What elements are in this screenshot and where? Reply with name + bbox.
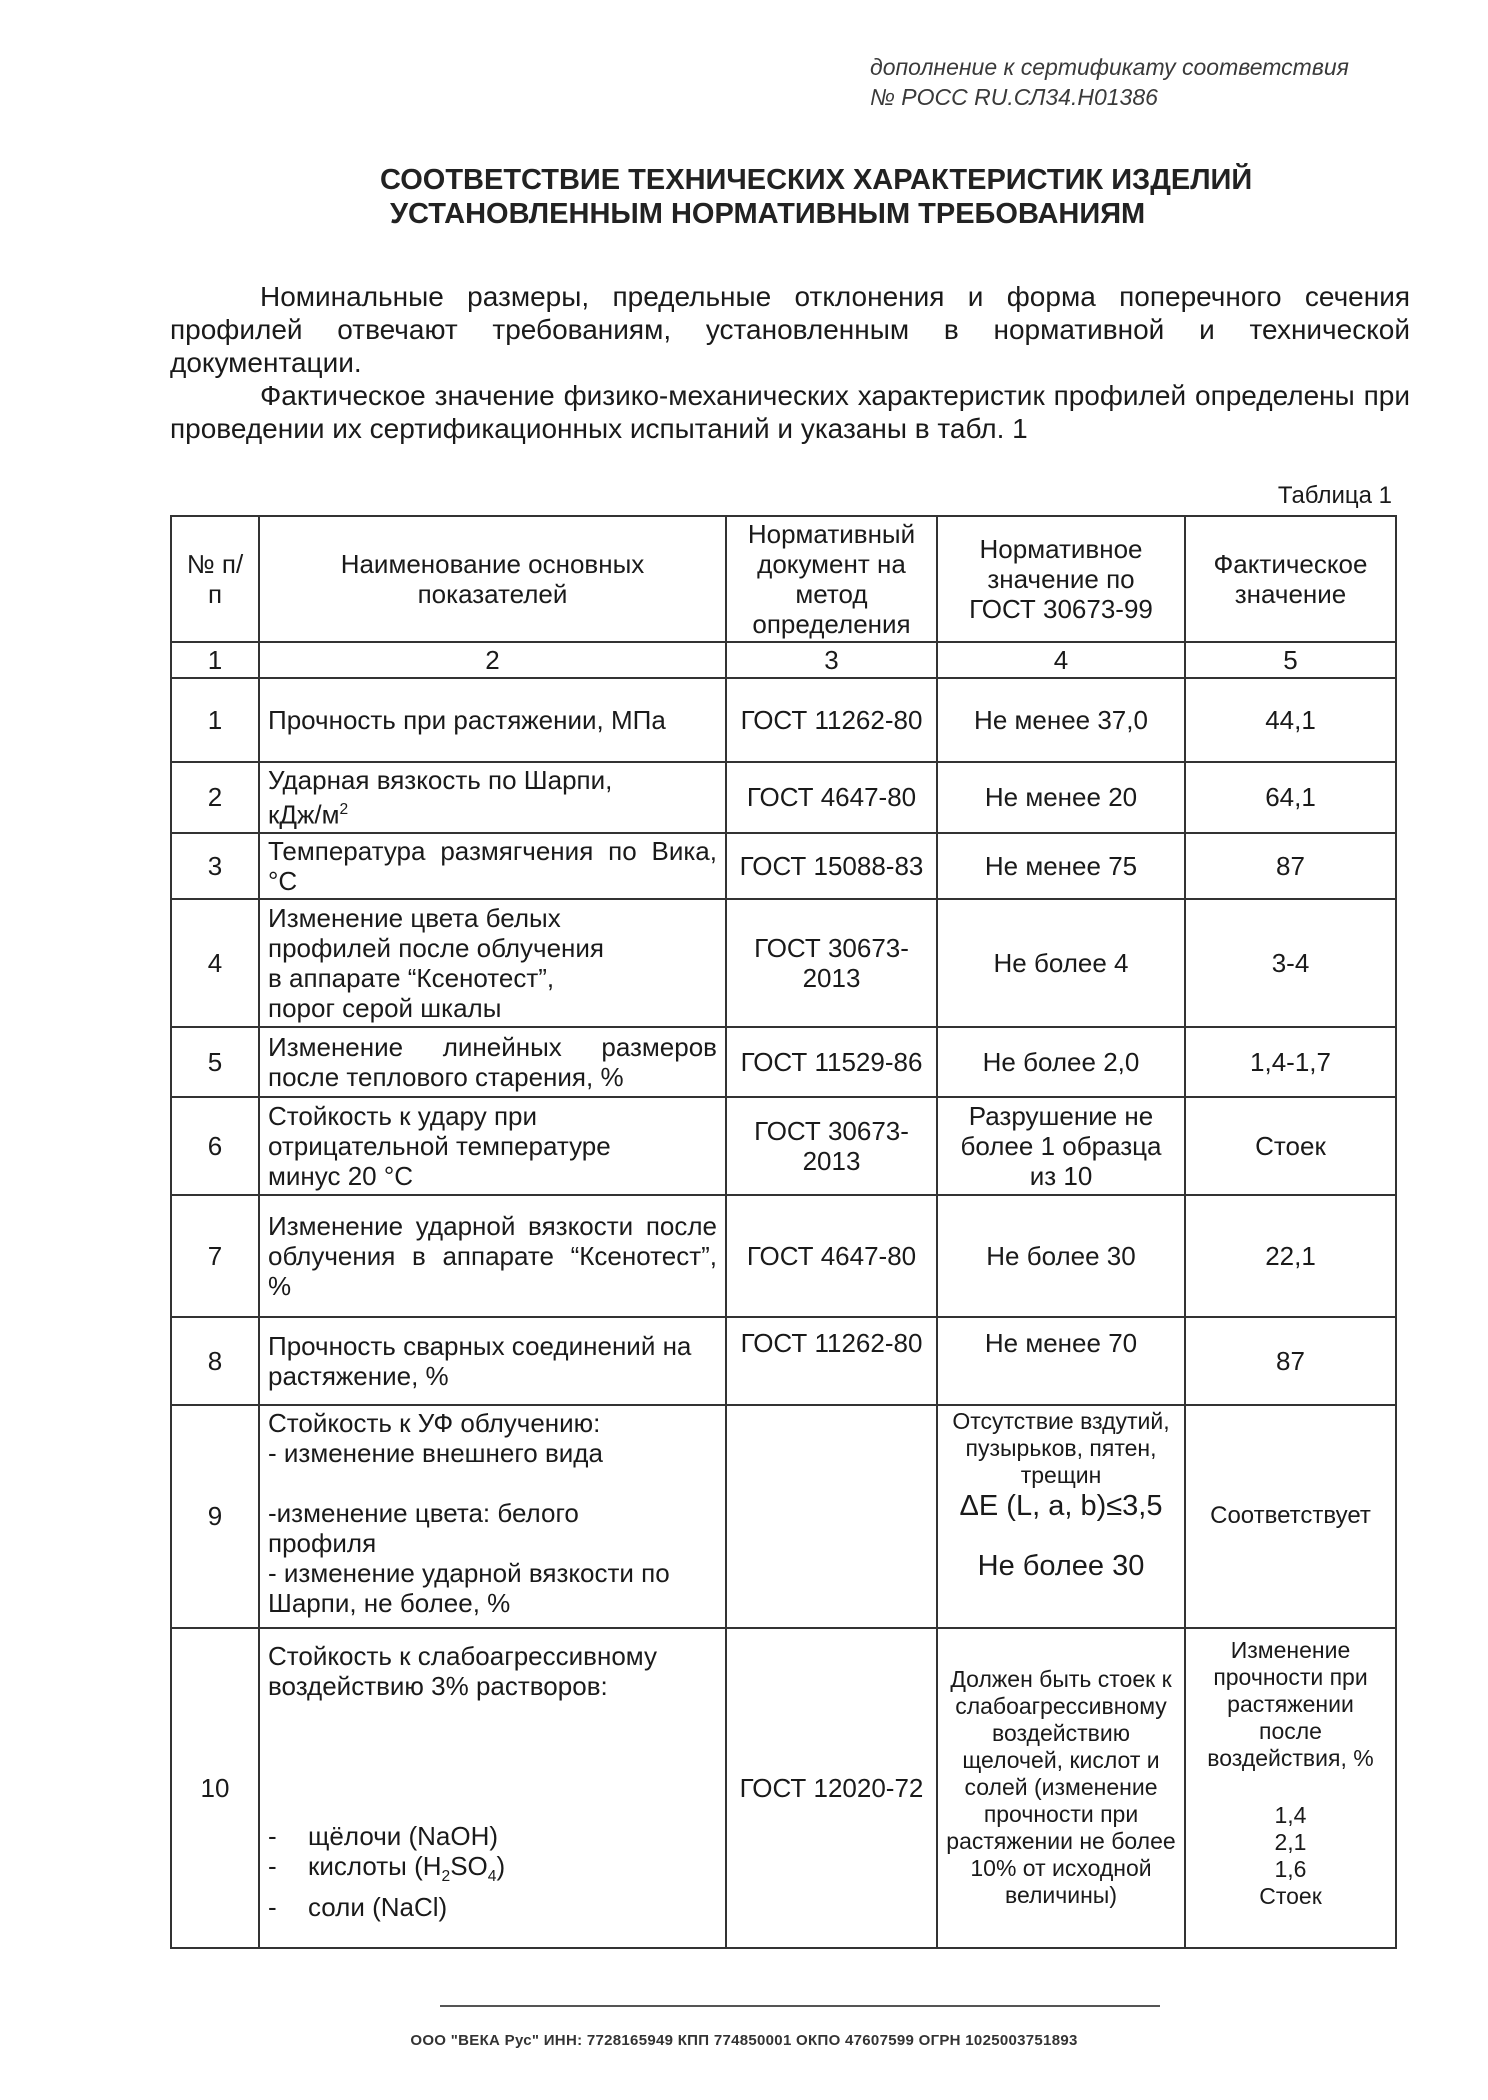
normative-value: Разрушение не более 1 образца из 10: [937, 1097, 1185, 1195]
normative-value: Должен быть стоек к слабоагрессивному воздействию щелочей, кислот и солей (изменение прочности при растяжении не более 10% от исходной величины): [937, 1628, 1185, 1948]
solution-item: - кислоты $(H_2SO_4)$: [268, 1850, 506, 1885]
method-document: ГОСТ 4647-80: [726, 762, 937, 833]
normative-value: Не менее 70: [937, 1317, 1185, 1405]
normative-value: Не более 4: [937, 899, 1185, 1027]
certificate-reference-line1: дополнение к сертификату соответствия: [870, 54, 1349, 80]
actual-value-item: 1,6: [1274, 1855, 1307, 1882]
page-title-line1: СООТВЕТСТВИЕ ТЕХНИЧЕСКИХ ХАРАКТЕРИСТИК ИЗДЕЛИЙ: [380, 164, 1253, 196]
table-row: [171, 1097, 1396, 1195]
normative-value-line: Не более 30: [977, 1549, 1145, 1582]
normative-value: Не более 30: [937, 1195, 1185, 1317]
solution-item: - щёлочи (NaOH): [268, 1820, 499, 1851]
actual-value-item: 2,1: [1274, 1828, 1307, 1855]
actual-value: Стоек: [1185, 1097, 1396, 1195]
normative-value-line: Отсутствие вздутий, пузырьков, пятен, трещин: [952, 1407, 1170, 1488]
indicator-name-line: - изменение внешнего вида: [268, 1437, 603, 1468]
table-row: [171, 1628, 1396, 1948]
unit-exponent: 2: [339, 801, 349, 818]
indicator-name: [259, 1405, 726, 1628]
table-row: [171, 899, 1396, 1027]
solution-item: - соли (NaCl): [268, 1891, 448, 1922]
column-number: 4: [937, 642, 1185, 678]
indicator-name-line: Стойкость к УФ облучению:: [268, 1407, 601, 1438]
table-row: [171, 1195, 1396, 1317]
method-document: ГОСТ 30673-2013: [726, 899, 937, 1027]
method-document: ГОСТ 11529-86: [726, 1027, 937, 1097]
row-number: 1: [171, 678, 259, 762]
actual-value: 1,4-1,7: [1185, 1027, 1396, 1097]
actual-value: 64,1: [1185, 762, 1396, 833]
actual-value: [1185, 1628, 1396, 1948]
table-row: [171, 833, 1396, 899]
company-details-footer: ООО "ВЕКА Рус" ИНН: 7728165949 КПП 774850001 ОКПО 47607599 ОГРН 1025003751893: [410, 2032, 1078, 2049]
indicator-name: [259, 762, 726, 833]
table-row: [171, 1405, 1396, 1628]
indicator-name: Температура размягчения по Вика, °С: [259, 833, 726, 899]
intro-paragraph-2: Фактическое значение физико-механических характеристик профилей определены при проведении их сертификационных испытаний и указаны в табл. 1: [170, 380, 1410, 444]
indicator-unit: кДж/м: [268, 799, 340, 830]
actual-value-item: 1,4: [1274, 1801, 1307, 1828]
footer-divider: [440, 2005, 1160, 2007]
row-number: 3: [171, 833, 259, 899]
actual-value: 87: [1185, 1317, 1396, 1405]
table-row: [171, 1027, 1396, 1097]
normative-value: Не менее 20: [937, 762, 1185, 833]
normative-value: [937, 1405, 1185, 1628]
row-number: 5: [171, 1027, 259, 1097]
indicator-name-line: - изменение ударной вязкости по Шарпи, не более, %: [268, 1557, 670, 1618]
indicator-name-text: Ударная вязкость по Шарпи,: [268, 765, 613, 795]
table-row: [171, 1317, 1396, 1405]
certificate-number: № РОСС RU.СЛ34.Н01386: [870, 84, 1158, 110]
normative-value: Не более 2,0: [937, 1027, 1185, 1097]
indicator-name: Изменение линейных размеров после теплового старения, %: [259, 1027, 726, 1097]
table-caption: Таблица 1: [1277, 482, 1392, 509]
column-number: 3: [726, 642, 937, 678]
column-number: 5: [1185, 642, 1396, 678]
certificate-reference: [870, 52, 1430, 112]
header-indicator-name: Наименование основных показателей: [259, 516, 726, 642]
method-document: [726, 1405, 937, 1628]
indicator-name-intro: Стойкость к слабоагрессивному воздействию 3% растворов:: [268, 1640, 657, 1701]
actual-value: 44,1: [1185, 678, 1396, 762]
normative-value-line: ΔE (L, a, b)≤3,5: [959, 1489, 1163, 1522]
actual-value: 22,1: [1185, 1195, 1396, 1317]
normative-value: Не менее 37,0: [937, 678, 1185, 762]
header-number: № п/п: [171, 516, 259, 642]
method-document: ГОСТ 11262-80: [726, 1317, 937, 1405]
table-row: [171, 678, 1396, 762]
column-number-row: [171, 642, 1396, 678]
row-number: 10: [171, 1628, 259, 1948]
table-row: [171, 762, 1396, 833]
actual-value-item: Стоек: [1259, 1882, 1322, 1909]
row-number: 9: [171, 1405, 259, 1628]
method-document: ГОСТ 12020-72: [726, 1628, 937, 1948]
actual-value: 87: [1185, 833, 1396, 899]
indicator-name: Прочность при растяжении, МПа: [259, 678, 726, 762]
indicator-name: Изменение цвета белых профилей после облучения в аппарате “Ксенотест”, порог серой шкалы: [259, 899, 726, 1027]
header-normative-value: Нормативное значение по ГОСТ 30673-99: [937, 516, 1185, 642]
row-number: 7: [171, 1195, 259, 1317]
header-method-document: Нормативный документ на метод определения: [726, 516, 937, 642]
specifications-table: [170, 515, 1397, 1949]
actual-value: Соответствует: [1185, 1405, 1396, 1628]
table-header-row: [171, 516, 1396, 642]
method-document: ГОСТ 4647-80: [726, 1195, 937, 1317]
header-actual-value: Фактическое значение: [1185, 516, 1396, 642]
column-number: 2: [259, 642, 726, 678]
page-title-line2: УСТАНОВЛЕННЫМ НОРМАТИВНЫМ ТРЕБОВАНИЯМ: [390, 198, 1146, 230]
indicator-name: Стойкость к удару при отрицательной температуре минус 20 °С: [259, 1097, 726, 1195]
indicator-name: Изменение ударной вязкости после облучения в аппарате “Ксенотест”, %: [259, 1195, 726, 1317]
intro-paragraph-1: Номинальные размеры, предельные отклонения и форма поперечного сечения профилей отвечают требованиям, установленным в нормативной и технической документации.: [170, 281, 1410, 378]
row-number: 4: [171, 899, 259, 1027]
method-document: ГОСТ 30673-2013: [726, 1097, 937, 1195]
page-title: [380, 163, 1340, 231]
row-number: 2: [171, 762, 259, 833]
indicator-name-line: -изменение цвета: белого профиля: [268, 1497, 579, 1558]
intro-text: [170, 280, 1410, 445]
normative-value: Не менее 75: [937, 833, 1185, 899]
indicator-name: Прочность сварных соединений на растяжение, %: [259, 1317, 726, 1405]
method-document: ГОСТ 15088-83: [726, 833, 937, 899]
method-document: ГОСТ 11262-80: [726, 678, 937, 762]
row-number: 8: [171, 1317, 259, 1405]
actual-value-label: Изменение прочности при растяжении после воздействия, %: [1207, 1636, 1374, 1771]
actual-value: 3-4: [1185, 899, 1396, 1027]
indicator-name: [259, 1628, 726, 1948]
row-number: 6: [171, 1097, 259, 1195]
column-number: 1: [171, 642, 259, 678]
